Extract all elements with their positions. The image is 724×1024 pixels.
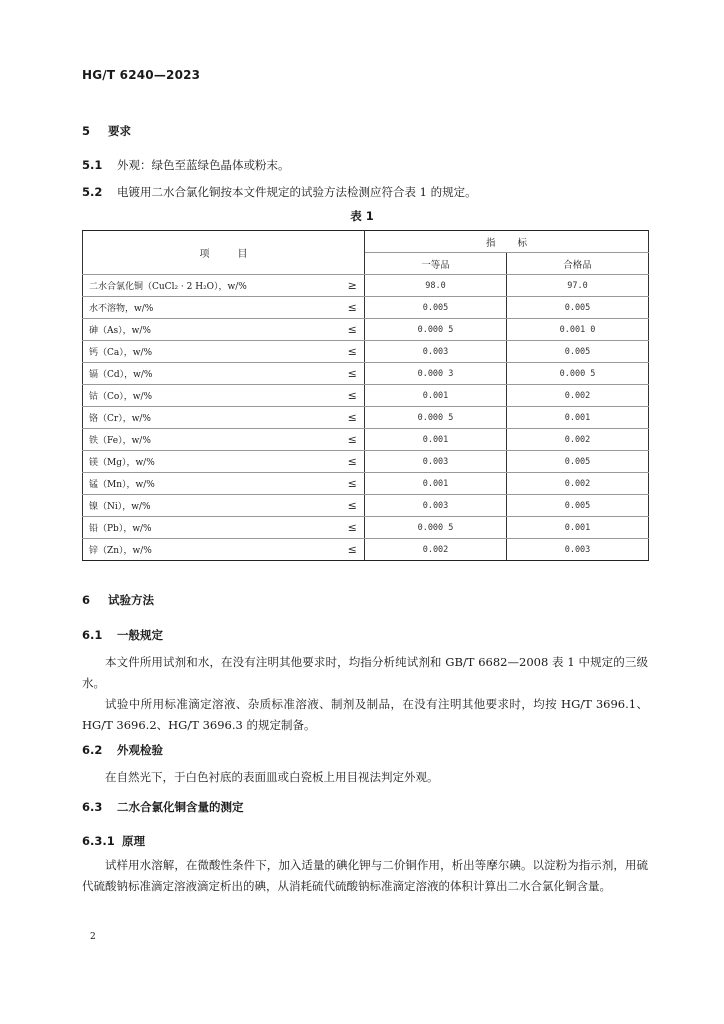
- table-row: [83, 495, 649, 517]
- item-name-cell: 铁（Fe），w/%: [83, 429, 341, 451]
- item-name-cell: 镁（Mg），w/%: [83, 451, 341, 473]
- first-grade-value-cell: 0.000 5: [365, 517, 507, 539]
- clause-6-1-title: 一般规定: [117, 628, 163, 642]
- clause-6-3-1-heading: [82, 833, 145, 849]
- table-row: [83, 297, 649, 319]
- paragraph-6-1-b: 试验中所用标准滴定溶液、杂质标准溶液、制剂及制品，在没有注明其他要求时，均按 HG/T 3696.1、HG/T 3696.2、HG/T 3696.3 的规定制备。: [82, 697, 648, 732]
- paragraph-6-3-1: 试样用水溶解，在微酸性条件下，加入适量的碘化钾与二价铜作用，析出等摩尔碘。以淀粉为指示剂，用硫代硫酸钠标准滴定溶液滴定析出的碘，从消耗硫代硫酸钠标准滴定溶液的体积计算出二水合氯化铜含量。: [82, 858, 648, 893]
- page-number: 2: [90, 932, 96, 942]
- qualified-grade-value-cell: 0.005: [507, 297, 649, 319]
- section-5-number: 5: [82, 124, 91, 138]
- limit-symbol-cell: ≤: [341, 429, 365, 451]
- clause-6-3-1-title: 原理: [122, 834, 145, 848]
- table-row: [83, 363, 649, 385]
- qualified-grade-value-cell: 0.002: [507, 473, 649, 495]
- limit-symbol-cell: ≤: [341, 319, 365, 341]
- clause-6-3-title: 二水合氯化铜含量的测定: [117, 800, 244, 814]
- paragraph-6-1-a: 本文件所用试剂和水，在没有注明其他要求时，均指分析纯试剂和 GB/T 6682—2008 表 1 中规定的三级水。: [82, 655, 648, 690]
- header-qualified-grade: 合格品: [507, 253, 649, 275]
- qualified-grade-value-cell: 0.002: [507, 385, 649, 407]
- limit-symbol-cell: ≤: [341, 451, 365, 473]
- table-row: [83, 407, 649, 429]
- clause-6-3-1-number: 6.3.1: [82, 834, 115, 848]
- item-name-cell: 水不溶物，w/%: [83, 297, 341, 319]
- qualified-grade-value-cell: 0.005: [507, 451, 649, 473]
- section-5-heading: [82, 123, 131, 139]
- qualified-grade-value-cell: 0.005: [507, 341, 649, 363]
- item-name-cell: 镍（Ni），w/%: [83, 495, 341, 517]
- header-first-grade: 一等品: [365, 253, 507, 275]
- first-grade-value-cell: 0.003: [365, 495, 507, 517]
- limit-symbol-cell: ≤: [341, 539, 365, 561]
- first-grade-value-cell: 0.001: [365, 429, 507, 451]
- table-row: [83, 385, 649, 407]
- table-row: [83, 539, 649, 561]
- section-5-title: 要求: [108, 124, 131, 138]
- first-grade-value-cell: 0.003: [365, 341, 507, 363]
- qualified-grade-value-cell: 0.001: [507, 407, 649, 429]
- paragraph-6-2: 在自然光下，于白色衬底的表面皿或白瓷板上用目视法判定外观。: [105, 770, 439, 784]
- qualified-grade-value-cell: 0.000 5: [507, 363, 649, 385]
- clause-5-2-text: 电镀用二水合氯化铜按本文件规定的试验方法检测应符合表 1 的规定。: [117, 185, 477, 199]
- qualified-grade-value-cell: 0.001: [507, 517, 649, 539]
- table-body: [83, 275, 649, 561]
- table-row: [83, 517, 649, 539]
- first-grade-value-cell: 0.000 5: [365, 319, 507, 341]
- limit-symbol-cell: ≤: [341, 495, 365, 517]
- clause-5-1: [82, 157, 290, 173]
- qualified-grade-value-cell: 0.005: [507, 495, 649, 517]
- limit-symbol-cell: ≥: [341, 275, 365, 297]
- table-row: [83, 451, 649, 473]
- table-row: [83, 319, 649, 341]
- clause-6-2-number: 6.2: [82, 743, 103, 757]
- standard-code: HG/T 6240—2023: [82, 68, 201, 82]
- clause-6-1-heading: [82, 627, 163, 643]
- clause-5-1-number: 5.1: [82, 158, 103, 172]
- limit-symbol-cell: ≤: [341, 407, 365, 429]
- clause-6-3-heading: [82, 799, 244, 815]
- clause-5-1-text: 外观：绿色至蓝绿色晶体或粉末。: [117, 158, 290, 172]
- clause-6-3-number: 6.3: [82, 800, 103, 814]
- item-name-cell: 铬（Cr），w/%: [83, 407, 341, 429]
- first-grade-value-cell: 0.000 3: [365, 363, 507, 385]
- item-name-cell: 钙（Ca），w/%: [83, 341, 341, 363]
- table-row: [83, 429, 649, 451]
- qualified-grade-value-cell: 97.0: [507, 275, 649, 297]
- first-grade-value-cell: 0.000 5: [365, 407, 507, 429]
- limit-symbol-cell: ≤: [341, 517, 365, 539]
- clause-6-1-number: 6.1: [82, 628, 103, 642]
- table-row: [83, 275, 649, 297]
- item-name-cell: 镉（Cd），w/%: [83, 363, 341, 385]
- limit-symbol-cell: ≤: [341, 473, 365, 495]
- item-name-cell: 铅（Pb），w/%: [83, 517, 341, 539]
- section-6-number: 6: [82, 593, 91, 607]
- clause-6-2-title: 外观检验: [117, 743, 163, 757]
- item-name-cell: 锰（Mn），w/%: [83, 473, 341, 495]
- qualified-grade-value-cell: 0.003: [507, 539, 649, 561]
- clause-6-2-heading: [82, 742, 163, 758]
- first-grade-value-cell: 0.003: [365, 451, 507, 473]
- first-grade-value-cell: 0.001: [365, 385, 507, 407]
- limit-symbol-cell: ≤: [341, 385, 365, 407]
- table-row: [83, 473, 649, 495]
- section-6-heading: [82, 592, 154, 608]
- header-item: 项目: [83, 231, 365, 275]
- limit-symbol-cell: ≤: [341, 363, 365, 385]
- first-grade-value-cell: 0.005: [365, 297, 507, 319]
- table-caption: 表 1: [350, 209, 374, 223]
- table-row: [83, 341, 649, 363]
- item-name-cell: 二水合氯化铜（CuCl₂ · 2 H₂O），w/%: [83, 275, 341, 297]
- item-name-cell: 锌（Zn），w/%: [83, 539, 341, 561]
- first-grade-value-cell: 98.0: [365, 275, 507, 297]
- limit-symbol-cell: ≤: [341, 297, 365, 319]
- item-name-cell: 砷（As），w/%: [83, 319, 341, 341]
- qualified-grade-value-cell: 0.001 0: [507, 319, 649, 341]
- first-grade-value-cell: 0.001: [365, 473, 507, 495]
- specification-table: [82, 230, 649, 561]
- qualified-grade-value-cell: 0.002: [507, 429, 649, 451]
- first-grade-value-cell: 0.002: [365, 539, 507, 561]
- limit-symbol-cell: ≤: [341, 341, 365, 363]
- section-6-title: 试验方法: [108, 593, 154, 607]
- clause-5-2: [82, 184, 477, 200]
- clause-5-2-number: 5.2: [82, 185, 103, 199]
- item-name-cell: 钴（Co），w/%: [83, 385, 341, 407]
- header-indicator: 指标: [365, 231, 649, 253]
